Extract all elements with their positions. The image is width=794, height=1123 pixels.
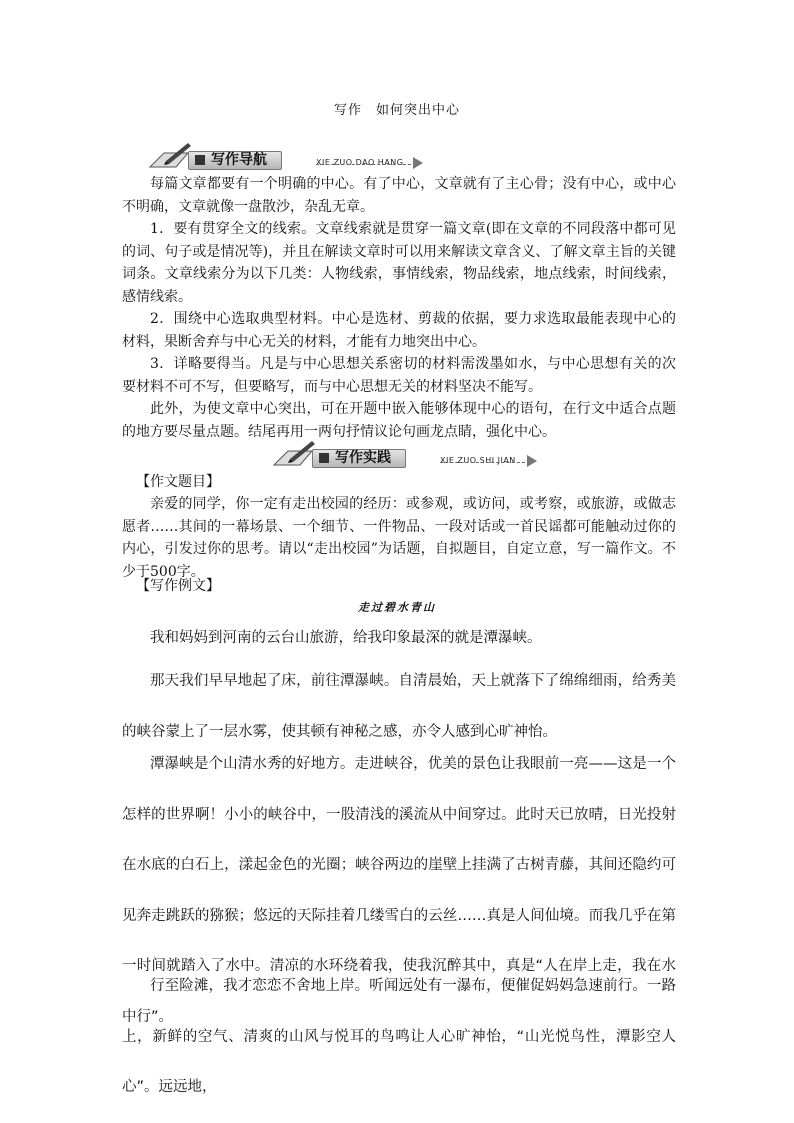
essay-paragraph: 我和妈妈到河南的云台山旅游，给我印象最深的就是潭瀑峡。 [150,630,542,646]
topic-heading: 【作文题目】 [136,474,220,490]
sample-heading: 【写作例文】 [136,578,220,594]
banner-arrow-icon [413,157,423,169]
section-banner-practice [272,439,542,469]
essay-paragraph: 行至险滩，我才恋恋不舍地上岸。听闻远处有一瀑布，便催促妈妈急速前行。一路上，新鲜的空气、清爽的山风与悦耳的鸟鸣让人心旷神怡，“山光悦鸟性，潭影空人心”。远远地， [122,978,676,1095]
essay-paragraph: 潭瀑峡是个山清水秀的好地方。走进峡谷，优美的景色让我眼前一亮——这是一个怎样的世界啊！小小的峡谷中，一股清浅的溪流从中间穿过。此时天已放晴，日光投射在水底的白石上，漾起金色的光圈；峡谷两边的崖壁上挂满了古树青藤，其间还隐约可见奔走跳跃的猕猴；悠远的天际挂着几缕雪白的云丝……真是人间仙境。而我几乎在第一时间就踏入了水中。清凉的水环绕着我，使我沉醉其中，真是“人在岸上走，我在水中行”。 [122,756,676,1025]
banner-pinyin: XIE ZUO SHI JIAN [440,456,516,465]
banner-divider [316,164,416,165]
banner-arrow-icon [527,455,537,467]
banner-divider [440,462,530,463]
title-part-2: 如何突出中心 [376,103,461,118]
guide-paragraph: 每篇文章都要有一个明确的中心。有了中心，文章就有了主心骨；没有中心，或中心不明确，文章就像一盘散沙，杂乱无章。 [122,176,676,215]
banner-pinyin: XIE ZUO DAO HANG [316,158,404,167]
topic-paragraph: 亲爱的同学，你一定有走出校园的经历：或参观，或访问，或考察，或旅游，或做志愿者……其间的一幕场景、一个细节、一件物品、一段对话或一首民谣都可能触动过你的内心，引发过你的思考。请以“走出校园”为话题，自拟题目，自定立意，写一篇作文。不少于500字。 [122,496,676,580]
title-part-1: 写作 [333,103,362,118]
guide-paragraph: 3．详略要得当。凡是与中心思想关系密切的材料需泼墨如水，与中心思想有关的次要材料不可不写，但要略写，而与中心思想无关的材料坚决不能写。 [122,356,676,395]
banner-label: 写作导航 [188,151,282,170]
essay-title: 走过碧水青山 [358,601,436,614]
guide-paragraph: 2．围绕中心选取典型材料。中心是选材、剪裁的依据，要力求选取最能表现中心的材料，果断舍弃与中心无关的材料，才能有力地突出中心。 [122,311,676,350]
section-banner-guide [148,141,428,171]
guide-paragraph: 1．要有贯穿全文的线索。文章线索就是贯穿一篇文章(即在文章的不同段落中都可见的词、句子或是情况等)，并且在解读文章时可以用来解读文章含义、了解文章主旨的关键词条。文章线索分为以下几类：人物线索，事情线索，物品线索，地点线索，时间线索，感情线索。 [122,221,676,305]
essay-paragraph: 那天我们早早地起了床，前往潭瀑峡。自清晨始，天上就落下了绵绵细雨，给秀美的峡谷蒙上了一层水雾，使其顿有神秘之感，亦令人感到心旷神怡。 [122,673,676,740]
guide-paragraph: 此外，为使文章中心突出，可在开题中嵌入能够体现中心的语句，在行文中适合点题的地方要尽量点题。结尾再用一两句抒情议论句画龙点睛，强化中心。 [122,401,676,440]
banner-label: 写作实践 [312,449,406,468]
page-title [0,99,794,118]
